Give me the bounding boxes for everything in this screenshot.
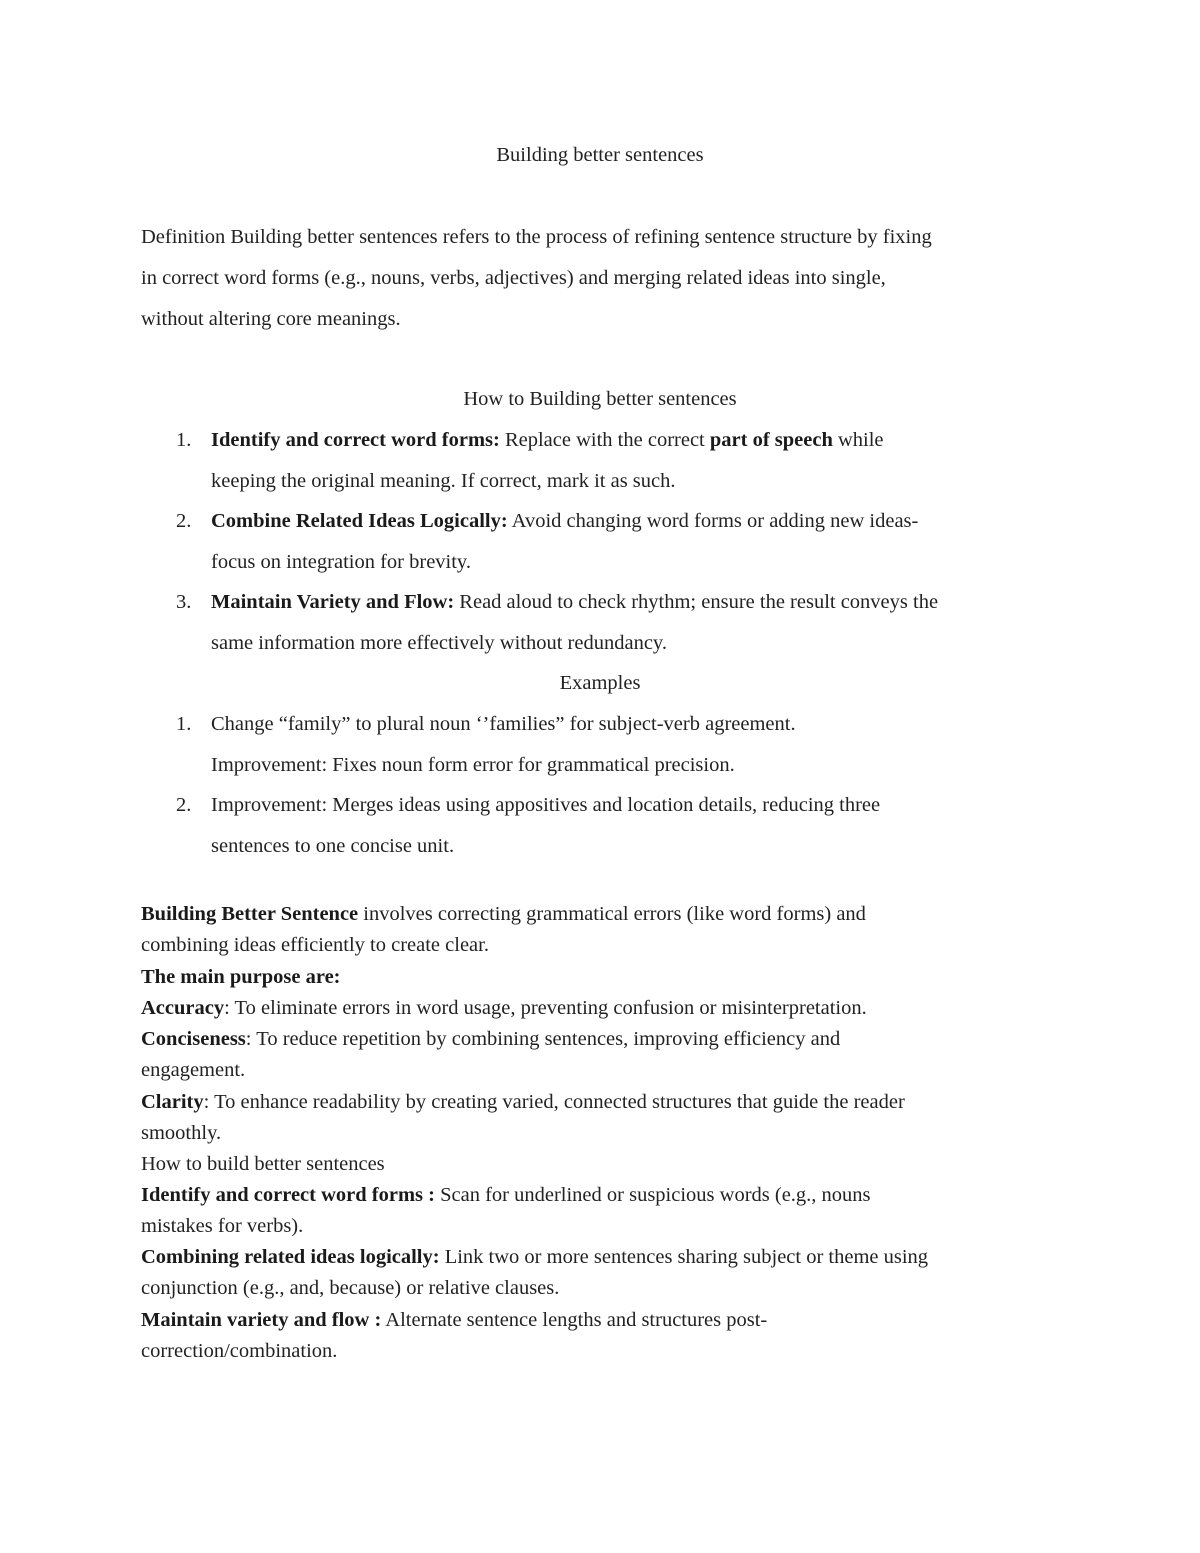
list-number: 2. bbox=[176, 794, 192, 816]
example-item-continuation: Improvement: Fixes noun form error for grammatical precision. bbox=[211, 754, 735, 776]
how-to-heading: How to Building better sentences bbox=[463, 388, 737, 410]
purpose-heading bbox=[141, 966, 341, 989]
purpose-continuation: engagement. bbox=[141, 1059, 246, 1081]
definition-line: in correct word forms (e.g., nouns, verbs, adjectives) and merging related ideas into single, bbox=[141, 267, 886, 289]
step-text: Link two or more sentences sharing subject or theme using bbox=[439, 1246, 929, 1268]
list-item-continuation: same information more effectively without redundancy. bbox=[211, 632, 667, 654]
definition-line: Definition Building better sentences refers to the process of refining sentence structure by fixing bbox=[141, 226, 932, 248]
how-to-build-heading: How to build better sentences bbox=[141, 1153, 385, 1175]
step-continuation: mistakes for verbs). bbox=[141, 1215, 304, 1237]
step-continuation: conjunction (e.g., and, because) or relative clauses. bbox=[141, 1277, 560, 1299]
list-item bbox=[211, 510, 918, 533]
list-number: 3. bbox=[176, 591, 192, 613]
page-title: Building better sentences bbox=[496, 144, 704, 166]
purpose-accuracy bbox=[141, 997, 867, 1020]
list-number: 1. bbox=[176, 713, 192, 735]
examples-heading: Examples bbox=[559, 672, 641, 694]
step-text: Scan for underlined or suspicious words (e.g., nouns bbox=[434, 1184, 871, 1206]
list-item-term: Maintain Variety and Flow: bbox=[211, 591, 455, 613]
list-item-text: while bbox=[832, 429, 884, 451]
list-number: 2. bbox=[176, 510, 192, 532]
step-term: Identify and correct word forms : bbox=[141, 1184, 435, 1206]
example-item: Improvement: Merges ideas using appositives and location details, reducing three bbox=[211, 794, 881, 816]
list-number: 1. bbox=[176, 429, 192, 451]
list-item bbox=[211, 429, 884, 452]
purpose-text: : To enhance readability by creating varied, connected structures that guide the reader bbox=[203, 1091, 905, 1113]
summary-text: involves correcting grammatical errors (like word forms) and bbox=[358, 903, 866, 925]
step-identify bbox=[141, 1184, 871, 1207]
step-combining bbox=[141, 1246, 928, 1269]
purpose-heading-text: The main purpose are: bbox=[141, 966, 341, 988]
purpose-term: Clarity bbox=[141, 1091, 204, 1113]
summary-term: Building Better Sentence bbox=[141, 903, 359, 925]
step-continuation: correction/combination. bbox=[141, 1340, 338, 1362]
step-term: Maintain variety and flow : bbox=[141, 1309, 382, 1331]
step-maintain bbox=[141, 1309, 767, 1332]
purpose-conciseness bbox=[141, 1028, 840, 1051]
definition-line: without altering core meanings. bbox=[141, 308, 401, 330]
purpose-term: Conciseness bbox=[141, 1028, 246, 1050]
list-item-text: Avoid changing word forms or adding new ideas- bbox=[507, 510, 919, 532]
list-item-term: Combine Related Ideas Logically: bbox=[211, 510, 508, 532]
example-item-continuation: sentences to one concise unit. bbox=[211, 835, 455, 857]
purpose-text: : To eliminate errors in word usage, preventing confusion or misinterpretation. bbox=[224, 997, 867, 1019]
list-item bbox=[211, 591, 938, 614]
step-text: Alternate sentence lengths and structures post- bbox=[381, 1309, 768, 1331]
list-item-emphasis: part of speech bbox=[709, 429, 833, 451]
purpose-text: : To reduce repetition by combining sentences, improving efficiency and bbox=[245, 1028, 841, 1050]
summary-intro bbox=[141, 903, 866, 926]
purpose-continuation: smoothly. bbox=[141, 1122, 222, 1144]
list-item-term: Identify and correct word forms: bbox=[211, 429, 500, 451]
list-item-text: Read aloud to check rhythm; ensure the result conveys the bbox=[454, 591, 939, 613]
purpose-term: Accuracy bbox=[141, 997, 225, 1019]
list-item-continuation: keeping the original meaning. If correct, mark it as such. bbox=[211, 470, 676, 492]
summary-intro-continuation: combining ideas efficiently to create clear. bbox=[141, 934, 489, 956]
step-term: Combining related ideas logically: bbox=[141, 1246, 440, 1268]
purpose-clarity bbox=[141, 1091, 905, 1114]
list-item-text: Replace with the correct bbox=[499, 429, 710, 451]
example-item: Change “family” to plural noun ‘’families” for subject-verb agreement. bbox=[211, 713, 796, 735]
list-item-continuation: focus on integration for brevity. bbox=[211, 551, 471, 573]
